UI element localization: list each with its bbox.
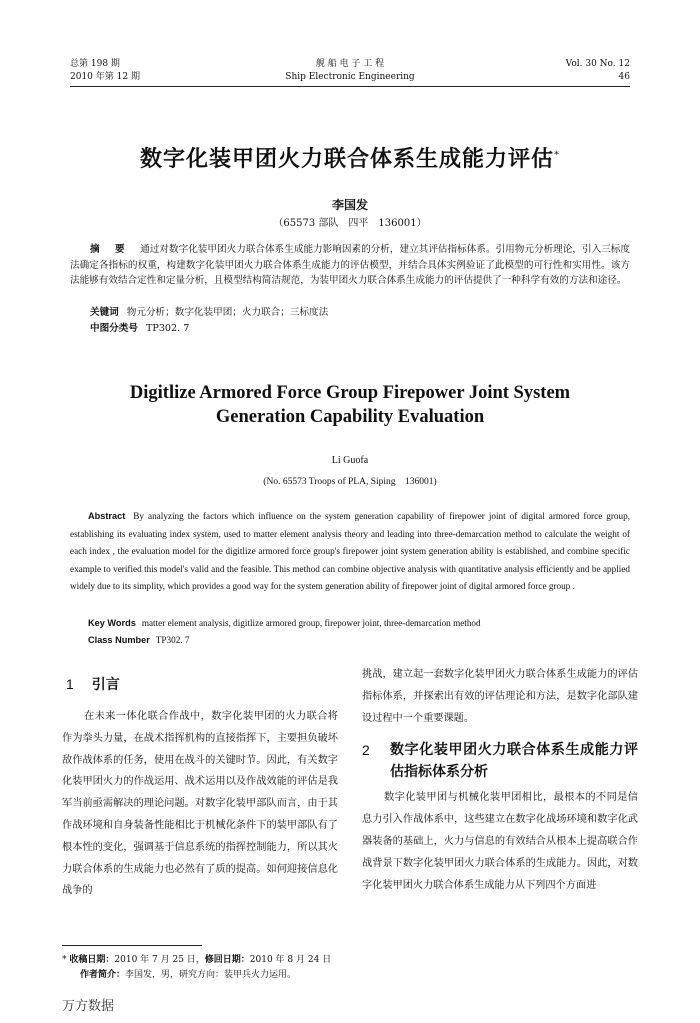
keywords-en: [88, 615, 630, 632]
header-journal-cn: 舰 船 电 子 工 程: [315, 59, 385, 69]
abstract-cn-label: 摘 要: [90, 244, 131, 255]
title-cn-text: 数字化装甲团火力联合体系生成能力评估: [139, 147, 554, 172]
abstract-en-label: Abstract: [88, 511, 126, 521]
title-footnote-mark: *: [554, 149, 560, 161]
received-label: 收稿日期：: [69, 955, 115, 965]
section-1-heading: [66, 662, 338, 706]
class-number-en: [88, 632, 630, 649]
section-2-title: 数字化装甲团火力联合体系生成能力评估指标体系分析: [390, 742, 638, 781]
watermark: 万方数据: [62, 999, 115, 1014]
section-2-heading: [362, 739, 638, 783]
footnote-dates: * 收稿日期：2010 年 7 月 25 日，修回日期：2010 年 8 月 24 日: [62, 955, 332, 965]
abstract-cn: [70, 242, 630, 289]
class-number-cn-label: 中图分类号: [90, 323, 138, 334]
author-en: Li Guofa: [331, 455, 369, 466]
body-column-right: [362, 664, 638, 896]
body-column-left: [62, 660, 338, 902]
revised-label: 修回日期：: [204, 955, 250, 965]
header-journal-en: Ship Electronic Engineering: [285, 72, 415, 82]
footnote-author-bio: [80, 968, 296, 983]
header-journal: [250, 58, 450, 84]
section-1-paragraph: 在未来一体化联合作战中，数字化装甲团的火力联合将作为拳头力量，在战术指挥机构的直接指挥下，主要担负破坏敌作战体系的任务，使用在战斗的关键时节。因此，有关数字化装甲团火力的作战运用、战术运用以及作战效能的评估是我军当前亟需解决的理论问题。对数字化装甲部队而言，由于其作战环境和自身装备性能相比于机械化条件下的装甲部队有了根本性的变化，强调基于信息系统的指挥控制能力，所以其火力联合体系的生成能力也必然有了质的提高。如何迎接信息化战争的: [62, 711, 338, 897]
affiliation-cn: （65573 部队 四平 136001）: [273, 218, 427, 229]
title-en: [80, 381, 620, 429]
right-column-paragraph-1: 挑战，建立起一套数字化装甲团火力联合体系生成能力的评估指标体系，并探索出有效的评估理论和方法，是数字化部队建设过程中一个重要课题。: [362, 669, 638, 724]
bio-label: 作者简介：: [80, 970, 126, 980]
keywords-en-label: Key Words: [88, 618, 136, 628]
section-1-number: 1: [66, 676, 74, 692]
header-vol: Vol. 30 No. 12: [565, 59, 630, 69]
class-number-en-label: Class Number: [88, 635, 150, 645]
received-date: 2010 年 7 月 25 日，: [114, 955, 205, 965]
header-issue: [70, 58, 140, 84]
revised-date: 2010 年 8 月 24 日: [249, 955, 332, 965]
keywords-cn: [90, 305, 630, 321]
keywords-cn-text: 物元分析；数字化装甲团；火力联合；三标度法: [126, 307, 329, 318]
bio-text: 李国发，男，研究方向：装甲兵火力运用。: [125, 970, 297, 980]
affiliation-en: (No. 65573 Troops of PLA, Siping 136001): [263, 477, 437, 487]
section-2-number: 2: [362, 742, 370, 759]
author-cn: 李国发: [331, 198, 368, 212]
footnote-rule: [62, 945, 202, 946]
title-en-line2: Generation Capability Evaluation: [215, 407, 485, 427]
header-rule: [70, 86, 630, 87]
header-year-issue: 2010 年第 12 期: [70, 72, 140, 82]
abstract-cn-text: 通过对数字化装甲团火力联合体系生成能力影响因素的分析，建立其评估指标体系。引用物元分析理论，引入三标度法确定各指标的权重，构建数字化装甲团火力联合体系生成能力的评估模型，并结合具体实例验证了此模型的可行性和实用性。该方法能够有效结合定性和定量分析，且模型结构简洁规范，为装甲团火力联合体系生成能力的评估提供了一种科学有效的方法和途径。: [70, 244, 631, 286]
section-1-title: 引言: [91, 677, 120, 693]
class-number-cn-text: TP302. 7: [145, 323, 190, 334]
header-volume: [566, 58, 630, 84]
abstract-en: [70, 508, 630, 596]
header-issue-total: 总第 198 期: [70, 59, 120, 69]
keywords-en-text: matter element analysis, digitlize armored group, firepower joint, three-demarcation method: [141, 618, 481, 628]
header-page-number: 46: [618, 72, 630, 82]
keywords-cn-label: 关键词: [90, 307, 119, 318]
class-number-cn: [90, 321, 630, 337]
title-cn: [60, 142, 640, 173]
class-number-en-text: TP302. 7: [155, 635, 190, 645]
abstract-en-text: By analyzing the factors which influence on the system generation capability of firepower joint of digital armored force group, establishing its evaluating index system, used to matter element analysis theory and leading into three-demarcation method to calculate the weight of each index , the evaluation model for the digitlize armored force group's firepower joint system generation ability is established, and combine specific example to verified this model's valid and the feasible. This method can combine objective analysis with quantitative analysis efficiently and be applied widely due to its simplity, which provides a good way for the system generation ability of firepower joint of digital armored force group .: [70, 511, 631, 591]
title-en-line1: Digitlize Armored Force Group Firepower Joint System: [129, 383, 571, 403]
section-2-paragraph: 数字化装甲团与机械化装甲团相比，最根本的不同是信息力引入作战体系中，这些建立在数字化战场环境和数字化武器装备的基础上，火力与信息的有效结合从根本上提高联合作战背景下数字化装甲团火力联合体系的生成能力。因此，对数字化装甲团火力联合体系生成能力从下列四个方面进: [362, 792, 638, 891]
